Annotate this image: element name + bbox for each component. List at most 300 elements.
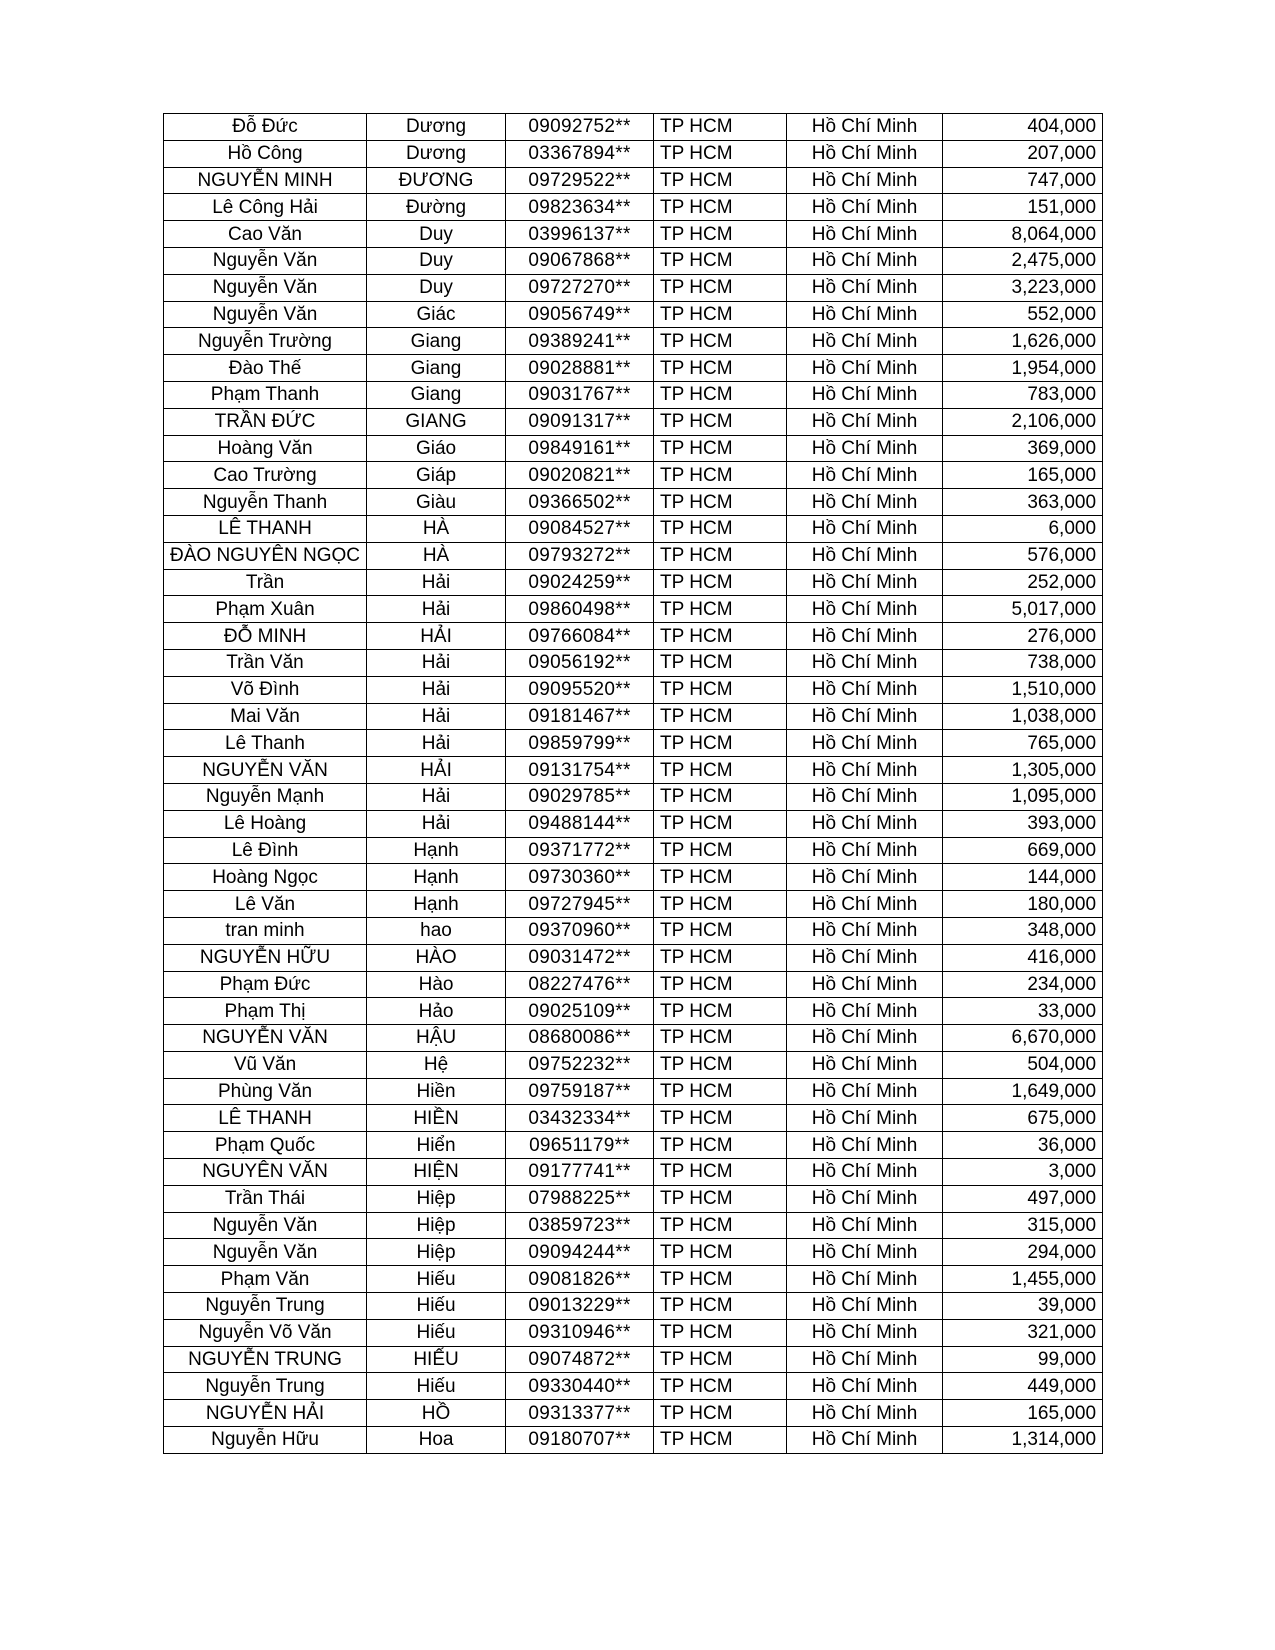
cell-given-name: Giáp xyxy=(367,462,506,489)
cell-city: Hồ Chí Minh xyxy=(787,810,943,837)
cell-given-name: HÀ xyxy=(367,542,506,569)
cell-city: Hồ Chí Minh xyxy=(787,355,943,382)
cell-province: TP HCM xyxy=(654,649,787,676)
cell-province: TP HCM xyxy=(654,114,787,141)
table-row xyxy=(164,355,1103,382)
cell-city: Hồ Chí Minh xyxy=(787,649,943,676)
cell-surname: TRẦN ĐỨC xyxy=(164,408,367,435)
cell-province: TP HCM xyxy=(654,703,787,730)
cell-province: TP HCM xyxy=(654,489,787,516)
cell-city: Hồ Chí Minh xyxy=(787,569,943,596)
cell-phone: 09056192** xyxy=(506,649,654,676)
cell-amount: 416,000 xyxy=(943,944,1103,971)
cell-surname: Trần Thái xyxy=(164,1185,367,1212)
table-row xyxy=(164,1078,1103,1105)
cell-surname: Hồ Công xyxy=(164,140,367,167)
cell-amount: 348,000 xyxy=(943,917,1103,944)
cell-province: TP HCM xyxy=(654,1346,787,1373)
cell-phone: 09067868** xyxy=(506,247,654,274)
cell-amount: 6,000 xyxy=(943,515,1103,542)
table-row xyxy=(164,1159,1103,1186)
cell-amount: 1,095,000 xyxy=(943,783,1103,810)
table-row xyxy=(164,1293,1103,1320)
cell-province: TP HCM xyxy=(654,864,787,891)
cell-amount: 3,223,000 xyxy=(943,274,1103,301)
cell-city: Hồ Chí Minh xyxy=(787,783,943,810)
cell-amount: 576,000 xyxy=(943,542,1103,569)
table-row xyxy=(164,1427,1103,1454)
cell-city: Hồ Chí Minh xyxy=(787,917,943,944)
cell-surname: Nguyễn Văn xyxy=(164,274,367,301)
cell-given-name: Hải xyxy=(367,730,506,757)
cell-surname: Nguyễn Văn xyxy=(164,301,367,328)
cell-amount: 669,000 xyxy=(943,837,1103,864)
cell-phone: 09859799** xyxy=(506,730,654,757)
cell-phone: 09651179** xyxy=(506,1132,654,1159)
cell-city: Hồ Chí Minh xyxy=(787,757,943,784)
cell-phone: 09371772** xyxy=(506,837,654,864)
cell-given-name: Duy xyxy=(367,274,506,301)
cell-surname: LÊ THANH xyxy=(164,1105,367,1132)
cell-amount: 234,000 xyxy=(943,971,1103,998)
cell-phone: 09727270** xyxy=(506,274,654,301)
cell-city: Hồ Chí Minh xyxy=(787,1051,943,1078)
cell-city: Hồ Chí Minh xyxy=(787,515,943,542)
cell-phone: 09025109** xyxy=(506,998,654,1025)
cell-phone: 09084527** xyxy=(506,515,654,542)
cell-phone: 09092752** xyxy=(506,114,654,141)
cell-city: Hồ Chí Minh xyxy=(787,730,943,757)
cell-given-name: HÀ xyxy=(367,515,506,542)
cell-city: Hồ Chí Minh xyxy=(787,596,943,623)
cell-given-name: Hiếu xyxy=(367,1293,506,1320)
cell-city: Hồ Chí Minh xyxy=(787,998,943,1025)
cell-city: Hồ Chí Minh xyxy=(787,1105,943,1132)
cell-phone: 09730360** xyxy=(506,864,654,891)
cell-given-name: HIẾU xyxy=(367,1346,506,1373)
cell-phone: 08680086** xyxy=(506,1025,654,1052)
cell-amount: 675,000 xyxy=(943,1105,1103,1132)
cell-surname: NGUYỄN VĂN xyxy=(164,1025,367,1052)
cell-given-name: Hiệp xyxy=(367,1185,506,1212)
cell-city: Hồ Chí Minh xyxy=(787,489,943,516)
cell-province: TP HCM xyxy=(654,1319,787,1346)
cell-surname: Lê Văn xyxy=(164,891,367,918)
cell-province: TP HCM xyxy=(654,1239,787,1266)
cell-given-name: HỒ xyxy=(367,1400,506,1427)
cell-given-name: Dương xyxy=(367,140,506,167)
cell-phone: 09727945** xyxy=(506,891,654,918)
table-row xyxy=(164,462,1103,489)
cell-given-name: Hào xyxy=(367,971,506,998)
cell-phone: 03367894** xyxy=(506,140,654,167)
cell-phone: 09020821** xyxy=(506,462,654,489)
table-row xyxy=(164,596,1103,623)
table-row xyxy=(164,1373,1103,1400)
table-row xyxy=(164,623,1103,650)
cell-surname: Nguyễn Mạnh xyxy=(164,783,367,810)
cell-city: Hồ Chí Minh xyxy=(787,891,943,918)
cell-given-name: Hiếu xyxy=(367,1319,506,1346)
cell-amount: 449,000 xyxy=(943,1373,1103,1400)
table-row xyxy=(164,221,1103,248)
cell-city: Hồ Chí Minh xyxy=(787,1293,943,1320)
cell-given-name: Hạnh xyxy=(367,864,506,891)
cell-city: Hồ Chí Minh xyxy=(787,301,943,328)
cell-city: Hồ Chí Minh xyxy=(787,435,943,462)
cell-amount: 5,017,000 xyxy=(943,596,1103,623)
table-row xyxy=(164,1025,1103,1052)
cell-amount: 765,000 xyxy=(943,730,1103,757)
cell-surname: Phạm Quốc xyxy=(164,1132,367,1159)
cell-phone: 09759187** xyxy=(506,1078,654,1105)
cell-given-name: GIANG xyxy=(367,408,506,435)
cell-amount: 738,000 xyxy=(943,649,1103,676)
cell-surname: NGUYÊN VĂN xyxy=(164,1159,367,1186)
cell-phone: 09056749** xyxy=(506,301,654,328)
cell-city: Hồ Chí Minh xyxy=(787,944,943,971)
table-row xyxy=(164,167,1103,194)
cell-city: Hồ Chí Minh xyxy=(787,247,943,274)
cell-amount: 497,000 xyxy=(943,1185,1103,1212)
table-row xyxy=(164,783,1103,810)
cell-amount: 404,000 xyxy=(943,114,1103,141)
cell-city: Hồ Chí Minh xyxy=(787,1239,943,1266)
cell-surname: NGUYỄN MINH xyxy=(164,167,367,194)
cell-city: Hồ Chí Minh xyxy=(787,274,943,301)
cell-amount: 1,455,000 xyxy=(943,1266,1103,1293)
cell-given-name: Hải xyxy=(367,569,506,596)
cell-amount: 39,000 xyxy=(943,1293,1103,1320)
cell-province: TP HCM xyxy=(654,757,787,784)
cell-amount: 6,670,000 xyxy=(943,1025,1103,1052)
table-row xyxy=(164,247,1103,274)
cell-phone: 09330440** xyxy=(506,1373,654,1400)
cell-amount: 369,000 xyxy=(943,435,1103,462)
cell-province: TP HCM xyxy=(654,1078,787,1105)
cell-province: TP HCM xyxy=(654,623,787,650)
cell-phone: 09177741** xyxy=(506,1159,654,1186)
cell-province: TP HCM xyxy=(654,783,787,810)
cell-given-name: Hiệp xyxy=(367,1239,506,1266)
cell-given-name: ĐƯƠNG xyxy=(367,167,506,194)
table-row xyxy=(164,1132,1103,1159)
cell-province: TP HCM xyxy=(654,247,787,274)
cell-phone: 09849161** xyxy=(506,435,654,462)
table-row xyxy=(164,569,1103,596)
cell-given-name: HẢI xyxy=(367,623,506,650)
cell-amount: 8,064,000 xyxy=(943,221,1103,248)
cell-surname: Nguyễn Văn xyxy=(164,1239,367,1266)
cell-amount: 294,000 xyxy=(943,1239,1103,1266)
cell-amount: 1,510,000 xyxy=(943,676,1103,703)
cell-city: Hồ Chí Minh xyxy=(787,1346,943,1373)
cell-given-name: Hải xyxy=(367,783,506,810)
cell-surname: Lê Công Hải xyxy=(164,194,367,221)
cell-surname: LÊ THANH xyxy=(164,515,367,542)
cell-surname: NGUYỄN HẢI xyxy=(164,1400,367,1427)
table-row xyxy=(164,489,1103,516)
cell-surname: Trần xyxy=(164,569,367,596)
cell-surname: Phạm Văn xyxy=(164,1266,367,1293)
cell-surname: ĐÀO NGUYÊN NGỌC xyxy=(164,542,367,569)
cell-given-name: Dương xyxy=(367,114,506,141)
cell-surname: Phạm Thanh xyxy=(164,381,367,408)
cell-given-name: Hiển xyxy=(367,1132,506,1159)
cell-city: Hồ Chí Minh xyxy=(787,971,943,998)
table-row xyxy=(164,1346,1103,1373)
cell-surname: Lê Thanh xyxy=(164,730,367,757)
cell-province: TP HCM xyxy=(654,730,787,757)
cell-amount: 252,000 xyxy=(943,569,1103,596)
cell-province: TP HCM xyxy=(654,917,787,944)
cell-amount: 33,000 xyxy=(943,998,1103,1025)
cell-phone: 09094244** xyxy=(506,1239,654,1266)
cell-phone: 09310946** xyxy=(506,1319,654,1346)
cell-phone: 09752232** xyxy=(506,1051,654,1078)
table-row xyxy=(164,1239,1103,1266)
cell-city: Hồ Chí Minh xyxy=(787,328,943,355)
cell-given-name: HẢI xyxy=(367,757,506,784)
cell-province: TP HCM xyxy=(654,998,787,1025)
cell-province: TP HCM xyxy=(654,891,787,918)
cell-surname: Nguyễn Văn xyxy=(164,1212,367,1239)
cell-phone: 09488144** xyxy=(506,810,654,837)
cell-phone: 07988225** xyxy=(506,1185,654,1212)
cell-given-name: HÀO xyxy=(367,944,506,971)
cell-given-name: HẬU xyxy=(367,1025,506,1052)
cell-given-name: Giang xyxy=(367,355,506,382)
cell-province: TP HCM xyxy=(654,194,787,221)
cell-amount: 783,000 xyxy=(943,381,1103,408)
cell-phone: 09028881** xyxy=(506,355,654,382)
cell-surname: Cao Trường xyxy=(164,462,367,489)
cell-phone: 09031472** xyxy=(506,944,654,971)
table-row xyxy=(164,328,1103,355)
cell-city: Hồ Chí Minh xyxy=(787,1266,943,1293)
cell-amount: 151,000 xyxy=(943,194,1103,221)
cell-city: Hồ Chí Minh xyxy=(787,837,943,864)
cell-province: TP HCM xyxy=(654,221,787,248)
cell-given-name: Hải xyxy=(367,596,506,623)
cell-surname: Phùng Văn xyxy=(164,1078,367,1105)
cell-amount: 36,000 xyxy=(943,1132,1103,1159)
cell-surname: NGUYỄN VĂN xyxy=(164,757,367,784)
cell-province: TP HCM xyxy=(654,810,787,837)
cell-surname: Lê Đình xyxy=(164,837,367,864)
cell-province: TP HCM xyxy=(654,1266,787,1293)
cell-province: TP HCM xyxy=(654,1373,787,1400)
cell-amount: 1,954,000 xyxy=(943,355,1103,382)
cell-province: TP HCM xyxy=(654,1159,787,1186)
cell-given-name: Duy xyxy=(367,247,506,274)
table-row xyxy=(164,1319,1103,1346)
table-row xyxy=(164,917,1103,944)
cell-phone: 03432334** xyxy=(506,1105,654,1132)
table-row xyxy=(164,703,1103,730)
cell-surname: Phạm Thị xyxy=(164,998,367,1025)
cell-given-name: Hải xyxy=(367,703,506,730)
cell-amount: 1,649,000 xyxy=(943,1078,1103,1105)
cell-given-name: hao xyxy=(367,917,506,944)
table-row xyxy=(164,810,1103,837)
table-row xyxy=(164,730,1103,757)
cell-province: TP HCM xyxy=(654,1051,787,1078)
table-row xyxy=(164,1185,1103,1212)
cell-surname: Nguyễn Văn xyxy=(164,247,367,274)
cell-given-name: Duy xyxy=(367,221,506,248)
cell-surname: Vũ Văn xyxy=(164,1051,367,1078)
cell-surname: tran minh xyxy=(164,917,367,944)
cell-phone: 03996137** xyxy=(506,221,654,248)
cell-phone: 09024259** xyxy=(506,569,654,596)
cell-province: TP HCM xyxy=(654,676,787,703)
cell-surname: Nguyễn Trung xyxy=(164,1373,367,1400)
cell-city: Hồ Chí Minh xyxy=(787,1319,943,1346)
cell-city: Hồ Chí Minh xyxy=(787,114,943,141)
cell-city: Hồ Chí Minh xyxy=(787,194,943,221)
table-row xyxy=(164,114,1103,141)
cell-phone: 09366502** xyxy=(506,489,654,516)
cell-surname: Nguyễn Trường xyxy=(164,328,367,355)
cell-given-name: HIỀN xyxy=(367,1105,506,1132)
table-row xyxy=(164,381,1103,408)
table-row xyxy=(164,274,1103,301)
cell-amount: 1,305,000 xyxy=(943,757,1103,784)
cell-city: Hồ Chí Minh xyxy=(787,1212,943,1239)
table-row xyxy=(164,140,1103,167)
cell-given-name: Hải xyxy=(367,810,506,837)
cell-surname: Nguyễn Võ Văn xyxy=(164,1319,367,1346)
cell-surname: Phạm Xuân xyxy=(164,596,367,623)
cell-city: Hồ Chí Minh xyxy=(787,542,943,569)
cell-amount: 2,475,000 xyxy=(943,247,1103,274)
table-row xyxy=(164,301,1103,328)
table-row xyxy=(164,542,1103,569)
cell-surname: Mai Văn xyxy=(164,703,367,730)
cell-given-name: HIỆN xyxy=(367,1159,506,1186)
table-row xyxy=(164,971,1103,998)
table-row xyxy=(164,408,1103,435)
cell-amount: 2,106,000 xyxy=(943,408,1103,435)
cell-surname: Võ Đình xyxy=(164,676,367,703)
cell-province: TP HCM xyxy=(654,542,787,569)
cell-surname: Cao Văn xyxy=(164,221,367,248)
cell-province: TP HCM xyxy=(654,355,787,382)
cell-given-name: Giàu xyxy=(367,489,506,516)
table-row xyxy=(164,998,1103,1025)
cell-city: Hồ Chí Minh xyxy=(787,381,943,408)
cell-province: TP HCM xyxy=(654,274,787,301)
cell-amount: 1,038,000 xyxy=(943,703,1103,730)
cell-amount: 1,314,000 xyxy=(943,1427,1103,1454)
cell-phone: 09081826** xyxy=(506,1266,654,1293)
cell-amount: 552,000 xyxy=(943,301,1103,328)
cell-province: TP HCM xyxy=(654,944,787,971)
cell-amount: 207,000 xyxy=(943,140,1103,167)
cell-province: TP HCM xyxy=(654,515,787,542)
table-row xyxy=(164,891,1103,918)
cell-city: Hồ Chí Minh xyxy=(787,1400,943,1427)
cell-surname: Nguyễn Trung xyxy=(164,1293,367,1320)
cell-phone: 09313377** xyxy=(506,1400,654,1427)
cell-province: TP HCM xyxy=(654,328,787,355)
cell-surname: NGUYỄN TRUNG xyxy=(164,1346,367,1373)
cell-city: Hồ Chí Minh xyxy=(787,221,943,248)
cell-province: TP HCM xyxy=(654,408,787,435)
cell-province: TP HCM xyxy=(654,569,787,596)
cell-amount: 315,000 xyxy=(943,1212,1103,1239)
cell-province: TP HCM xyxy=(654,837,787,864)
table-row xyxy=(164,194,1103,221)
table-row xyxy=(164,864,1103,891)
cell-surname: Nguyễn Hữu xyxy=(164,1427,367,1454)
cell-amount: 747,000 xyxy=(943,167,1103,194)
cell-surname: NGUYỄN HỮU xyxy=(164,944,367,971)
cell-surname: ĐỖ MINH xyxy=(164,623,367,650)
cell-given-name: Hệ xyxy=(367,1051,506,1078)
cell-phone: 09013229** xyxy=(506,1293,654,1320)
cell-phone: 09091317** xyxy=(506,408,654,435)
table-row xyxy=(164,649,1103,676)
cell-amount: 1,626,000 xyxy=(943,328,1103,355)
cell-surname: Nguyễn Thanh xyxy=(164,489,367,516)
cell-city: Hồ Chí Minh xyxy=(787,1185,943,1212)
cell-city: Hồ Chí Minh xyxy=(787,623,943,650)
cell-given-name: Hiệp xyxy=(367,1212,506,1239)
cell-province: TP HCM xyxy=(654,1293,787,1320)
cell-given-name: Giang xyxy=(367,381,506,408)
cell-city: Hồ Chí Minh xyxy=(787,703,943,730)
cell-city: Hồ Chí Minh xyxy=(787,1132,943,1159)
cell-phone: 09029785** xyxy=(506,783,654,810)
recipient-table xyxy=(163,113,1103,1454)
cell-surname: Trần Văn xyxy=(164,649,367,676)
cell-given-name: Hiền xyxy=(367,1078,506,1105)
cell-amount: 99,000 xyxy=(943,1346,1103,1373)
cell-phone: 09823634** xyxy=(506,194,654,221)
table-row xyxy=(164,944,1103,971)
cell-phone: 09181467** xyxy=(506,703,654,730)
cell-phone: 09180707** xyxy=(506,1427,654,1454)
cell-province: TP HCM xyxy=(654,462,787,489)
cell-surname: Đào Thế xyxy=(164,355,367,382)
cell-given-name: Hải xyxy=(367,676,506,703)
cell-province: TP HCM xyxy=(654,1427,787,1454)
cell-phone: 08227476** xyxy=(506,971,654,998)
cell-province: TP HCM xyxy=(654,971,787,998)
cell-given-name: Giáo xyxy=(367,435,506,462)
cell-given-name: Hiếu xyxy=(367,1373,506,1400)
cell-city: Hồ Chí Minh xyxy=(787,864,943,891)
cell-city: Hồ Chí Minh xyxy=(787,167,943,194)
table-body xyxy=(164,114,1103,1454)
cell-city: Hồ Chí Minh xyxy=(787,676,943,703)
cell-given-name: Giang xyxy=(367,328,506,355)
cell-given-name: Hảo xyxy=(367,998,506,1025)
cell-surname: Hoàng Ngọc xyxy=(164,864,367,891)
cell-province: TP HCM xyxy=(654,1132,787,1159)
cell-surname: Phạm Đức xyxy=(164,971,367,998)
cell-phone: 09031767** xyxy=(506,381,654,408)
table-row xyxy=(164,1212,1103,1239)
cell-amount: 363,000 xyxy=(943,489,1103,516)
cell-given-name: Hạnh xyxy=(367,837,506,864)
cell-province: TP HCM xyxy=(654,596,787,623)
cell-surname: Lê Hoàng xyxy=(164,810,367,837)
cell-surname: Đỗ Đức xyxy=(164,114,367,141)
cell-given-name: Hoa xyxy=(367,1427,506,1454)
